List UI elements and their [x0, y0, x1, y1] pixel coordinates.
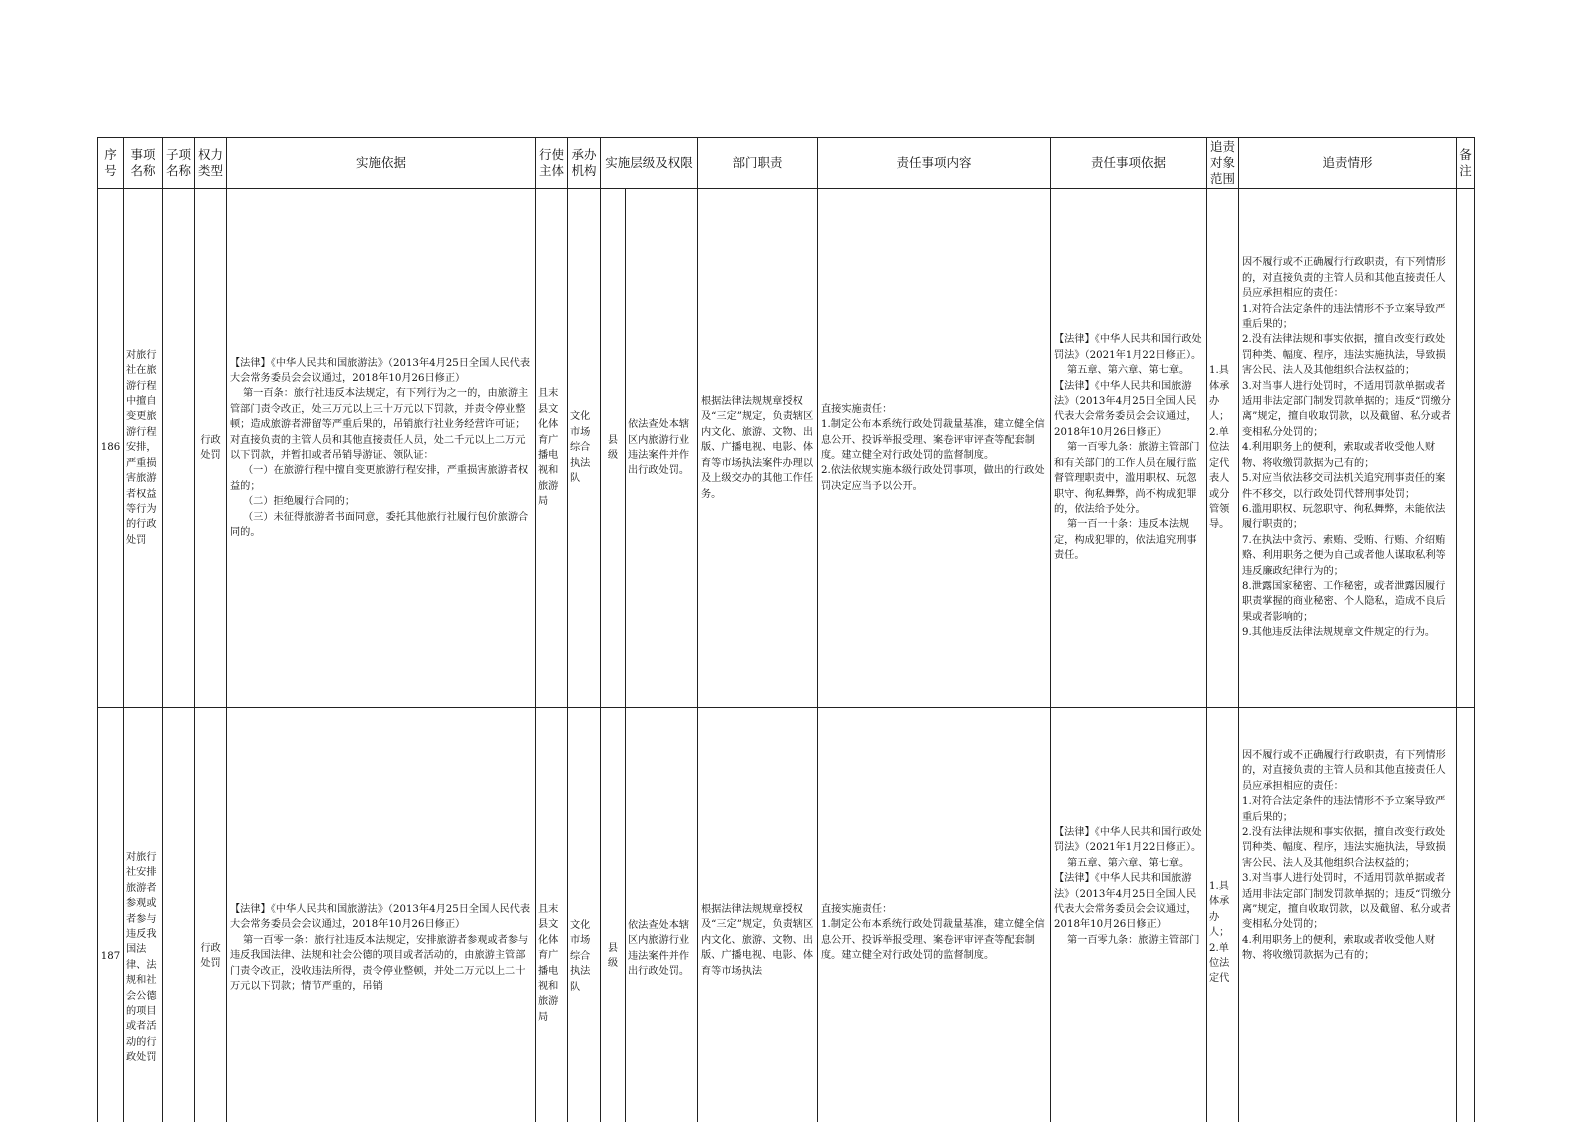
row-187-sub-item	[163, 708, 195, 1122]
header-seq: 序号	[98, 138, 124, 189]
row-186-remark	[1457, 189, 1475, 708]
header-scope: 追责对象范围	[1207, 138, 1239, 189]
row-186-power-type: 行政处罚	[195, 189, 227, 708]
header-resp-content: 责任事项内容	[818, 138, 1051, 189]
row-187-accountability: 因不履行或不正确履行行政职责，有下列情形的，对直接负责的主管人员和其他直接责任人员应承担相应的责任： 1.对符合法定条件的违法情形不予立案导致严重后果的； 2.没有法律法规和事实依据，擅自改变行政处罚种类、幅度、程序，违法实施执法，导致损害公民、法人及其他组织合法权益的； 3.对当事人进行处罚时，不适用罚款单据或者适用非法定部门制发罚款单据的；违反“罚缴分离”规定，擅自收取罚款，以及截留、私分或者变相私分处罚的； 4.利用职务上的便利，索取或者收受他人财物、将收缴罚款据为己有的；	[1239, 708, 1457, 1122]
row-187-power-type: 行政处罚	[195, 708, 227, 1122]
row-187-basis: 【法律】《中华人民共和国旅游法》（2013年4月25日全国人民代表大会常务委员会会议通过，2018年10月26日修正） 第一百零一条：旅行社违反本法规定，安排旅游者参观或者参与违反我国法律、法规和社会公德的项目或者活动的，由旅游主管部门责令改正，没收违法所得，责令停业整顿，并处二万元以上二十万元以下罚款；情节严重的，吊销	[227, 708, 536, 1122]
row-187-scope: 1.具体承办人； 2.单位法定代	[1207, 708, 1239, 1122]
row-186-resp-content: 直接实施责任： 1.制定公布本系统行政处罚裁量基准，建立健全信息公开、投诉举报受理、案卷评审评查等配套制度。建立健全对行政处罚的监督制度。 2.依法依规实施本级行政处罚事项，做出的行政处罚决定应当予以公开。	[818, 189, 1051, 708]
row-187-resp-basis: 【法律】《中华人民共和国行政处罚法》（2021年1月22日修正）。 第五章、第六章、第七章。 【法律】《中华人民共和国旅游法》（2013年4月25日全国人民代表大会常务委员会会议通过，2018年10月26日修正） 第一百零九条：旅游主管部门	[1051, 708, 1207, 1122]
row-186-scope: 1.具体承办人； 2.单位法定代表人或分管领导。	[1207, 189, 1239, 708]
row-187-duty: 根据法律法规规章授权及“三定”规定，负责辖区内文化、旅游、文物、出版、广播电视、电影、体育等市场执法	[698, 708, 818, 1122]
header-sub-item: 子项名称	[163, 138, 195, 189]
header-duty: 部门职责	[698, 138, 818, 189]
header-level: 实施层级及权限	[601, 138, 698, 189]
row-186-basis: 【法律】《中华人民共和国旅游法》（2013年4月25日全国人民代表大会常务委员会会议通过，2018年10月26日修正） 第一百条：旅行社违反本法规定，有下列行为之一的，由旅游主管部门责令改正，处三万元以上三十万元以下罚款，并责令停业整顿；造成旅游者滞留等严重后果的，吊销旅行社业务经营许可证；对直接负责的主管人员和其他直接责任人员，处二千元以上二万元以下罚款，并暂扣或者吊销导游证、领队证： （一）在旅游行程中擅自变更旅游行程安排，严重损害旅游者权益的； （二）拒绝履行合同的； （三）未征得旅游者书面同意，委托其他旅行社履行包价旅游合同的。	[227, 189, 536, 708]
row-186-duty: 根据法律法规规章授权及“三定”规定，负责辖区内文化、旅游、文物、出版、广播电视、电影、体育等市场执法案件办理以及上级交办的其他工作任务。	[698, 189, 818, 708]
row-186-item-name: 对旅行社在旅游行程中擅自变更旅游行程安排，严重损害旅游者权益等行为的行政处罚	[124, 189, 163, 708]
row-186-subject: 且末县文化体育广播电视和旅游局	[536, 189, 568, 708]
header-power-type: 权力类型	[195, 138, 227, 189]
row-187-item-name: 对旅行社安排旅游者参观或者参与违反我国法律、法规和社会公德的项目或者活动的行政处罚	[124, 708, 163, 1122]
row-186-seq: 186	[98, 189, 124, 708]
row-187-agency: 文化市场综合执法队	[568, 708, 601, 1122]
row-187-subject: 且末县文化体育广播电视和旅游局	[536, 708, 568, 1122]
row-187-seq: 187	[98, 708, 124, 1122]
header-basis: 实施依据	[227, 138, 536, 189]
row-186-agency: 文化市场综合执法队	[568, 189, 601, 708]
row-187-level-desc: 依法查处本辖区内旅游行业违法案件并作出行政处罚。	[626, 708, 698, 1122]
row-187-remark	[1457, 708, 1475, 1122]
header-item-name: 事项名称	[124, 138, 163, 189]
row-186-level-desc: 依法查处本辖区内旅游行业违法案件并作出行政处罚。	[626, 189, 698, 708]
header-resp-basis: 责任事项依据	[1051, 138, 1207, 189]
row-187-level: 县级	[601, 708, 626, 1122]
row-186-sub-item	[163, 189, 195, 708]
row-186-level: 县级	[601, 189, 626, 708]
header-agency: 承办机构	[568, 138, 601, 189]
header-subject: 行使主体	[536, 138, 568, 189]
header-remark: 备注	[1457, 138, 1475, 189]
header-accountability: 追责情形	[1239, 138, 1457, 189]
row-186-resp-basis: 【法律】《中华人民共和国行政处罚法》（2021年1月22日修正）。 第五章、第六章、第七章。 【法律】《中华人民共和国旅游法》（2013年4月25日全国人民代表大会常务委员会会议通过，2018年10月26日修正） 第一百零九条：旅游主管部门和有关部门的工作人员在履行监督管理职责中，滥用职权、玩忽职守、徇私舞弊，尚不构成犯罪的，依法给予处分。 第一百一十条：违反本法规定，构成犯罪的，依法追究刑事责任。	[1051, 189, 1207, 708]
row-187-resp-content: 直接实施责任： 1.制定公布本系统行政处罚裁量基准，建立健全信息公开、投诉举报受理、案卷评审评查等配套制度。建立健全对行政处罚的监督制度。	[818, 708, 1051, 1122]
row-186-accountability: 因不履行或不正确履行行政职责，有下列情形的，对直接负责的主管人员和其他直接责任人员应承担相应的责任： 1.对符合法定条件的违法情形不予立案导致严重后果的； 2.没有法律法规和事实依据，擅自改变行政处罚种类、幅度、程序，违法实施执法，导致损害公民、法人及其他组织合法权益的； 3.对当事人进行处罚时，不适用罚款单据或者适用非法定部门制发罚款单据的；违反“罚缴分离”规定，擅自收取罚款，以及截留、私分或者变相私分处罚的； 4.利用职务上的便利，索取或者收受他人财物、将收缴罚款据为己有的； 5.对应当依法移交司法机关追究刑事责任的案件不移交，以行政处罚代替刑事处罚； 6.滥用职权、玩忽职守、徇私舞弊，未能依法履行职责的； 7.在执法中贪污、索贿、受贿、行贿、介绍贿赂、利用职务之便为自己或者他人谋取私利等违反廉政纪律行为的； 8.泄露国家秘密、工作秘密，或者泄露因履行职责掌握的商业秘密、个人隐私，造成不良后果或者影响的； 9.其他违反法律法规规章文件规定的行为。	[1239, 189, 1457, 708]
power-list-table	[97, 137, 1475, 1122]
